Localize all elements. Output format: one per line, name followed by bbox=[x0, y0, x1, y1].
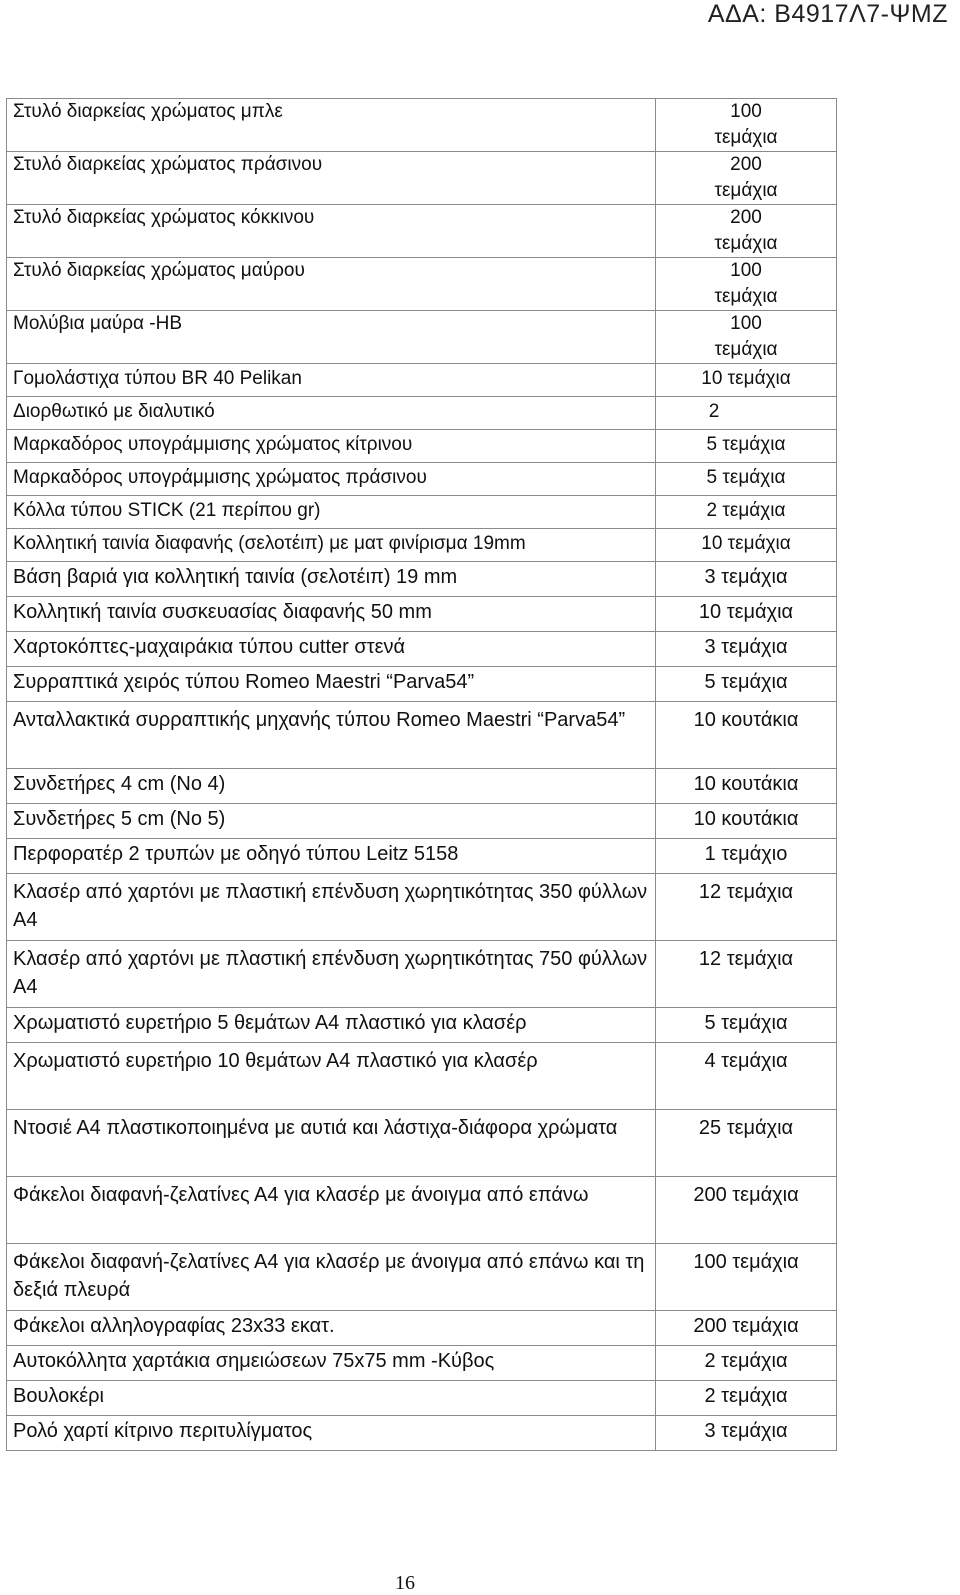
item-quantity: 10 τεμάχια bbox=[656, 364, 837, 397]
table-row bbox=[7, 562, 837, 597]
item-description: Συρραπτικά χειρός τύπου Romeo Maestri “Parva54” bbox=[7, 667, 656, 702]
table-row bbox=[7, 839, 837, 874]
item-description: Ρολό χαρτί κίτρινο περιτυλίγματος bbox=[7, 1416, 656, 1451]
item-description: Κλασέρ από χαρτόνι με πλαστική επένδυση χωρητικότητας 750 φύλλων Α4 bbox=[7, 941, 656, 1008]
item-quantity: 5 τεμάχια bbox=[656, 430, 837, 463]
item-description: Κλασέρ από χαρτόνι με πλαστική επένδυση χωρητικότητας 350 φύλλων Α4 bbox=[7, 874, 656, 941]
item-quantity: 4 τεμάχια bbox=[656, 1043, 837, 1110]
item-description: Διορθωτικό με διαλυτικό bbox=[7, 397, 656, 430]
item-quantity: 1 τεμάχιο bbox=[656, 839, 837, 874]
item-quantity: 3 τεμάχια bbox=[656, 632, 837, 667]
item-description: Στυλό διαρκείας χρώματος κόκκινου bbox=[7, 205, 656, 258]
item-description: Κόλλα τύπου STICK (21 περίπου gr) bbox=[7, 496, 656, 529]
item-quantity: 2 τεμάχια bbox=[656, 496, 837, 529]
item-description: Συνδετήρες 4 cm (No 4) bbox=[7, 769, 656, 804]
item-quantity: 3 τεμάχια bbox=[656, 562, 837, 597]
item-description: Στυλό διαρκείας χρώματος μαύρου bbox=[7, 258, 656, 311]
table-row bbox=[7, 1177, 837, 1244]
item-description: Στυλό διαρκείας χρώματος μπλε bbox=[7, 99, 656, 152]
item-description: Βάση βαριά για κολλητική ταινία (σελοτέιπ) 19 mm bbox=[7, 562, 656, 597]
table-row bbox=[7, 1416, 837, 1451]
table-row bbox=[7, 1346, 837, 1381]
item-description: Γομολάστιχα τύπου BR 40 Pelikan bbox=[7, 364, 656, 397]
table-row bbox=[7, 1008, 837, 1043]
table-row bbox=[7, 152, 837, 205]
table-row bbox=[7, 874, 837, 941]
table-row bbox=[7, 702, 837, 769]
item-description: Χρωματιστό ευρετήριο 5 θεμάτων Α4 πλαστικό για κλασέρ bbox=[7, 1008, 656, 1043]
item-quantity: 10 τεμάχια bbox=[656, 597, 837, 632]
table-row bbox=[7, 769, 837, 804]
item-quantity: 12 τεμάχια bbox=[656, 941, 837, 1008]
item-description: Φάκελοι αλληλογραφίας 23x33 εκατ. bbox=[7, 1311, 656, 1346]
item-description: Χαρτοκόπτες-μαχαιράκια τύπου cutter στενά bbox=[7, 632, 656, 667]
table-row bbox=[7, 364, 837, 397]
table-row bbox=[7, 463, 837, 496]
item-quantity: 200 τεμάχια bbox=[656, 152, 837, 205]
item-description: Συνδετήρες 5 cm (No 5) bbox=[7, 804, 656, 839]
table-row bbox=[7, 632, 837, 667]
item-description: Στυλό διαρκείας χρώματος πράσινου bbox=[7, 152, 656, 205]
item-quantity: 2 τεμάχια bbox=[656, 1381, 837, 1416]
item-quantity: 200 τεμάχια bbox=[656, 1177, 837, 1244]
items-table bbox=[6, 98, 837, 1451]
item-quantity: 5 τεμάχια bbox=[656, 463, 837, 496]
table-row bbox=[7, 1043, 837, 1110]
item-quantity: 2 bbox=[656, 397, 837, 430]
item-description: Μαρκαδόρος υπογράμμισης χρώματος κίτρινου bbox=[7, 430, 656, 463]
item-description: Φάκελοι διαφανή-ζελατίνες Α4 για κλασέρ με άνοιγμα από επάνω bbox=[7, 1177, 656, 1244]
table-row bbox=[7, 529, 837, 562]
table-row bbox=[7, 430, 837, 463]
table-row bbox=[7, 1311, 837, 1346]
item-quantity: 5 τεμάχια bbox=[656, 667, 837, 702]
item-quantity: 10 κουτάκια bbox=[656, 702, 837, 769]
item-quantity: 100 τεμάχια bbox=[656, 99, 837, 152]
item-quantity: 10 κουτάκια bbox=[656, 769, 837, 804]
page-number: 16 bbox=[395, 1572, 415, 1594]
item-description: Φάκελοι διαφανή-ζελατίνες Α4 για κλασέρ με άνοιγμα από επάνω και τη δεξιά πλευρά bbox=[7, 1244, 656, 1311]
item-description: Βουλοκέρι bbox=[7, 1381, 656, 1416]
item-description: Αυτοκόλλητα χαρτάκια σημειώσεων 75x75 mm -Κύβος bbox=[7, 1346, 656, 1381]
item-quantity: 10 τεμάχια bbox=[656, 529, 837, 562]
item-quantity: 12 τεμάχια bbox=[656, 874, 837, 941]
table-row bbox=[7, 1244, 837, 1311]
item-quantity: 100 τεμάχια bbox=[656, 1244, 837, 1311]
item-quantity: 10 κουτάκια bbox=[656, 804, 837, 839]
item-quantity: 100 τεμάχια bbox=[656, 258, 837, 311]
ada-code-header: ΑΔΑ: Β4917Λ7-ΨΜΖ bbox=[707, 0, 948, 28]
item-quantity: 200 τεμάχια bbox=[656, 1311, 837, 1346]
table-row bbox=[7, 941, 837, 1008]
items-table-body bbox=[7, 99, 837, 1451]
item-description: Ανταλλακτικά συρραπτικής μηχανής τύπου Romeo Maestri “Parva54” bbox=[7, 702, 656, 769]
item-description: Μαρκαδόρος υπογράμμισης χρώματος πράσινου bbox=[7, 463, 656, 496]
table-row bbox=[7, 99, 837, 152]
table-row bbox=[7, 667, 837, 702]
item-quantity: 25 τεμάχια bbox=[656, 1110, 837, 1177]
table-row bbox=[7, 597, 837, 632]
table-row bbox=[7, 1110, 837, 1177]
item-quantity: 100 τεμάχια bbox=[656, 311, 837, 364]
item-description: Μολύβια μαύρα -HB bbox=[7, 311, 656, 364]
item-description: Κολλητική ταινία συσκευασίας διαφανής 50 mm bbox=[7, 597, 656, 632]
item-description: Ντοσιέ Α4 πλαστικοποιημένα με αυτιά και λάστιχα-διάφορα χρώματα bbox=[7, 1110, 656, 1177]
table-row bbox=[7, 804, 837, 839]
item-quantity: 200 τεμάχια bbox=[656, 205, 837, 258]
item-quantity: 5 τεμάχια bbox=[656, 1008, 837, 1043]
table-row bbox=[7, 258, 837, 311]
item-quantity: 3 τεμάχια bbox=[656, 1416, 837, 1451]
table-row bbox=[7, 397, 837, 430]
table-row bbox=[7, 311, 837, 364]
item-quantity: 2 τεμάχια bbox=[656, 1346, 837, 1381]
table-row bbox=[7, 496, 837, 529]
table-row bbox=[7, 205, 837, 258]
item-description: Περφορατέρ 2 τρυπών με οδηγό τύπου Leitz 5158 bbox=[7, 839, 656, 874]
item-description: Χρωματιστό ευρετήριο 10 θεμάτων Α4 πλαστικό για κλασέρ bbox=[7, 1043, 656, 1110]
item-description: Κολλητική ταινία διαφανής (σελοτέιπ) με ματ φινίρισμα 19mm bbox=[7, 529, 656, 562]
table-row bbox=[7, 1381, 837, 1416]
